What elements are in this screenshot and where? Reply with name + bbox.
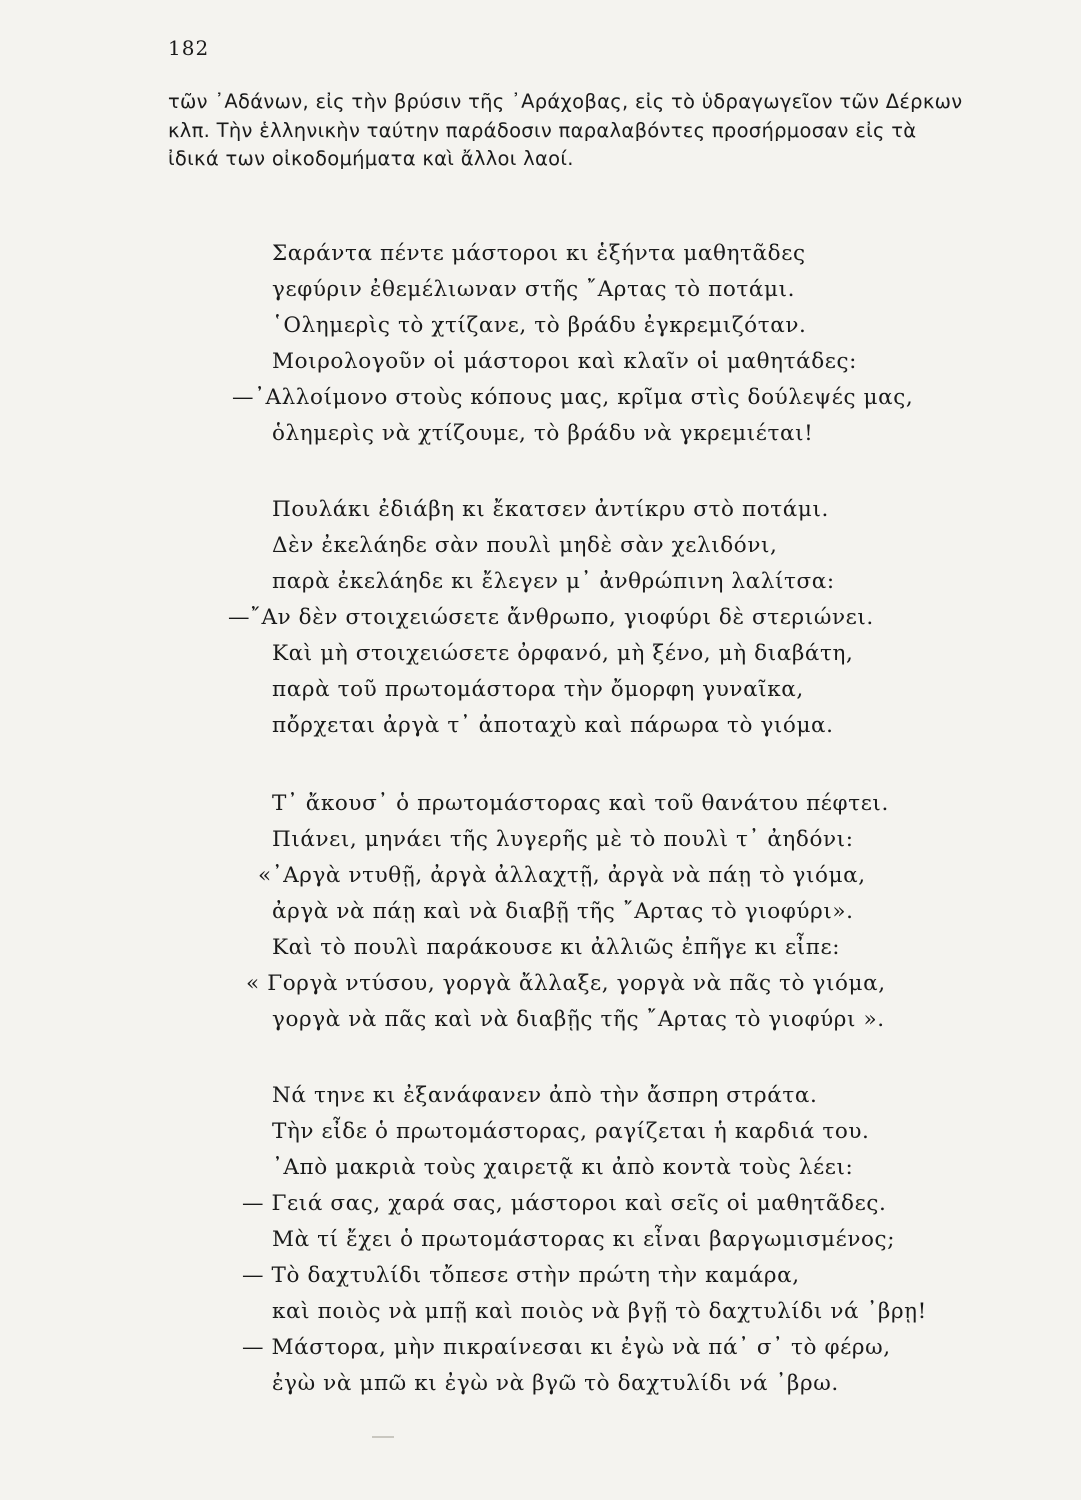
verse-line: Νά τηνε κι ἐξανάφανεν ἀπὸ τὴν ἄσπρη στράτα.	[272, 1083, 818, 1108]
verse-line: — Γειά σας, χαρά σας, μάστοροι καὶ σεῖς οἱ μαθητᾶδες.	[242, 1191, 887, 1216]
verse-line: — Τὸ δαχτυλίδι τὄπεσε στὴν πρώτη τὴν καμάρα,	[242, 1263, 800, 1288]
verse-line: Σαράντα πέντε μάστοροι κι ἑξήντα μαθητᾶδες	[272, 241, 806, 266]
prose-line: κλπ. Τὴν ἑλληνικὴν ταύτην παράδοσιν παραλαβόντες προσήρμοσαν εἰς τὰ	[168, 118, 917, 142]
verse-line: — Μάστορα, μὴν πικραίνεσαι κι ἐγὼ νὰ πά᾿ σ᾿ τὸ φέρω,	[242, 1335, 891, 1360]
verse-line: ἀργὰ νὰ πάῃ καὶ νὰ διαβῇ τῆς ῎Αρτας τὸ γιοφύρι».	[272, 899, 854, 924]
prose-line: τῶν ᾿Αδάνων, εἰς τὴν βρύσιν τῆς ᾿Αράχοβας, εἰς τὸ ὑδραγωγεῖον τῶν Δέρκων	[168, 90, 963, 113]
verse-line: Καὶ τὸ πουλὶ παράκουσε κι ἀλλιῶς ἐπῆγε κι εἶπε:	[272, 935, 841, 960]
verse-line: Τ᾿ ἄκουσ᾿ ὁ πρωτομάστορας καὶ τοῦ θανάτου πέφτει.	[272, 791, 889, 816]
verse-line: πὄρχεται ἀργὰ τ᾿ ἀποταχὺ καὶ πάρωρα τὸ γιόμα.	[272, 713, 834, 738]
verse-line: Μοιρολογοῦν οἱ μάστοροι καὶ κλαῖν οἱ μαθητάδες:	[272, 349, 858, 374]
verse-line: Πιάνει, μηνάει τῆς λυγερῆς μὲ τὸ πουλὶ τ᾿ ἀηδόνι:	[272, 827, 854, 852]
verse-line: Πουλάκι ἐδιάβη κι ἔκατσεν ἀντίκρυ στὸ ποτάμι.	[272, 497, 829, 522]
verse-line: ᾿Απὸ μακριὰ τοὺς χαιρετᾷ κι ἀπὸ κοντὰ τοὺς λέει:	[272, 1155, 854, 1180]
verse-line: καὶ ποιὸς νὰ μπῇ καὶ ποιὸς νὰ βγῇ τὸ δαχτυλίδι νά ᾿βρῃ!	[272, 1299, 927, 1324]
verse-line: ὁλημερὶς νὰ χτίζουμε, τὸ βράδυ νὰ γκρεμιέται!	[272, 421, 814, 446]
prose-line: ἰδικά των οἰκοδομήματα καὶ ἄλλοι λαοί.	[168, 147, 574, 170]
scan-smudge	[372, 1436, 394, 1438]
verse-line: παρὰ τοῦ πρωτομάστορα τὴν ὄμορφη γυναῖκα,	[272, 677, 804, 702]
verse-line: γοργὰ νὰ πᾶς καὶ νὰ διαβῇς τῆς ῎Αρτας τὸ γιοφύρι ».	[272, 1007, 885, 1032]
verse-line: Μὰ τί ἔχει ὁ πρωτομάστορας κι εἶναι βαργωμισμένος;	[272, 1227, 896, 1252]
page-number: 182	[168, 36, 210, 60]
verse-line: —᾿Αλλοίμονο στοὺς κόπους μας, κρῖμα στὶς δούλεψές μας,	[232, 385, 914, 410]
verse-line: ῾Ολημερὶς τὸ χτίζανε, τὸ βράδυ ἐγκρεμιζόταν.	[272, 313, 807, 338]
verse-line: Δὲν ἐκελάηδε σὰν πουλὶ μηδὲ σὰν χελιδόνι,	[272, 533, 778, 558]
verse-line: Καὶ μὴ στοιχειώσετε ὀρφανό, μὴ ξένο, μὴ διαβάτη,	[272, 641, 854, 666]
verse-line: « Γοργὰ ντύσου, γοργὰ ἄλλαξε, γοργὰ νὰ πᾶς τὸ γιόμα,	[246, 971, 886, 996]
verse-line: ἐγὼ νὰ μπῶ κι ἐγὼ νὰ βγῶ τὸ δαχτυλίδι νά ᾿βρω.	[272, 1371, 839, 1396]
verse-line: Τὴν εἶδε ὁ πρωτομάστορας, ραγίζεται ἡ καρδιά του.	[272, 1119, 870, 1144]
verse-line: γεφύριν ἐθεμέλιωναν στῆς ῎Αρτας τὸ ποτάμι.	[272, 277, 796, 302]
verse-line: —῎Αν δὲν στοιχειώσετε ἄνθρωπο, γιοφύρι δὲ στεριώνει.	[228, 605, 874, 630]
verse-line: παρὰ ἐκελάηδε κι ἔλεγεν μ᾿ ἀνθρώπινη λαλίτσα:	[272, 569, 835, 594]
verse-line: «᾿Αργὰ ντυθῇ, ἀργὰ ἀλλαχτῇ, ἀργὰ νὰ πάῃ τὸ γιόμα,	[258, 863, 866, 888]
